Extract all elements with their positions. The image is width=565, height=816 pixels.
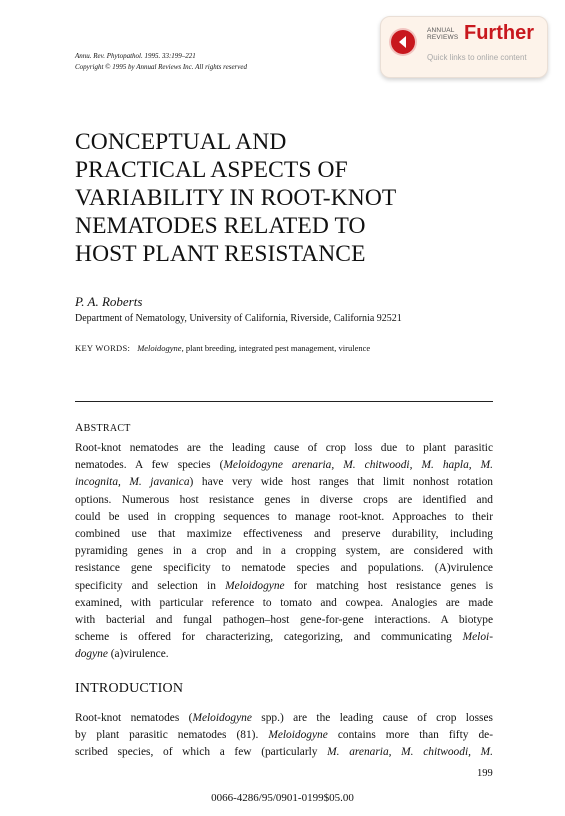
annual-reviews-wordmark: ANNUAL REVIEWS [427,27,459,41]
page-number: 199 [477,768,493,779]
text-line [75,474,493,491]
text-line [75,612,493,629]
text-run: pyramiding genes in a crop and in a cropping system, are considered with [75,545,493,558]
italic-term: Meloidogyne [192,712,252,724]
section-divider [75,401,493,402]
text-run: Root-knot nematodes are the leading cause of crop loss due to plant parasitic [75,442,493,454]
text-run: for matching host resistance genes is [284,579,494,592]
keywords-rest: , plant breeding, integrated pest management, virulence [181,343,371,353]
text-line [75,457,493,474]
text-run: with bacterial and fungal pathogen–host gene-for-gene interactions. A biotype [75,614,493,627]
italic-term: Meloi- [462,631,493,644]
text-line [75,629,493,646]
text-line [75,492,493,509]
text-run: ) have very wide host ranges that limit nonhost rotation [189,476,493,489]
text-line [75,710,493,727]
title-line: CONCEPTUAL AND [75,129,287,155]
abstract-body [75,440,493,664]
text-run: spp.) are the leading cause of crop losses [251,712,493,724]
keywords-line [75,343,370,353]
text-run: contains more than fifty de- [327,729,493,742]
text-run: options. Numerous host resistance genes in diverse crops are identified and [75,493,493,506]
article-code: 0066-4286/95/0901-0199$05.00 [211,792,354,804]
italic-term: dogyne [75,648,108,661]
further-label: Further [464,22,534,44]
article-title [75,128,495,268]
italic-term: Meloidogyne arenaria, M. chitwoodi, M. hapla, M. [223,459,493,472]
italic-term: Meloidogyne [268,729,328,742]
text-run: (a)virulence. [107,648,169,661]
text-line [75,509,493,526]
title-line: VARIABILITY IN ROOT-KNOT [75,185,397,211]
author-affiliation: Department of Nematology, University of California, Riverside, California 92521 [75,313,402,324]
text-run: resistance gene specificity to nematode species and populations. (A)virulence [75,562,493,575]
introduction-body [75,710,493,762]
text-line [75,560,493,577]
text-run: by plant parasitic nematodes (81). [75,729,269,742]
keywords-label: KEY WORDS: [75,343,131,353]
play-arrow-icon [391,30,415,54]
further-links-badge[interactable] [380,16,548,78]
quick-links-label: Quick links to online content [427,53,527,62]
citation-line-2: Copyright © 1995 by Annual Reviews Inc. All rights reserved [75,63,247,71]
text-run: specificity and selection in [75,579,226,592]
text-run: nematodes. A few species ( [75,459,224,472]
italic-term: Meloidogyne [225,579,285,592]
journal-citation [75,51,247,73]
title-line: HOST PLANT RESISTANCE [75,241,366,267]
text-line [75,440,493,457]
title-line: NEMATODES RELATED TO [75,213,366,239]
text-line [75,578,493,595]
text-line [75,543,493,560]
italic-term: M. arenaria, M. chitwoodi, M. [327,746,493,759]
text-line [75,526,493,543]
text-run: examined, with particular reference to tomato and cowpea. Analogies are made [75,596,493,609]
text-line [75,744,493,761]
text-run: could be used in cropping sequences to manage root-knot. Approaches to their [75,510,493,523]
text-run: combined use that maximize effectiveness and preserve durability, including [75,528,493,541]
title-line: PRACTICAL ASPECTS OF [75,157,348,183]
author-name: P. A. Roberts [75,294,143,309]
text-line [75,595,493,612]
abstract-heading: ABSTRACT [75,422,131,434]
text-run: scribed species, of which a few (particularly [75,746,328,759]
keywords-list [137,343,370,353]
text-run: Root-knot nematodes ( [75,712,193,724]
text-run: scheme is offered for characterizing, categorizing, and communicating [75,631,463,644]
introduction-heading: INTRODUCTION [75,681,184,696]
citation-line-1: Annu. Rev. Phytopathol. 1995. 33:199–221 [75,52,196,60]
text-line [75,646,493,663]
text-line [75,727,493,744]
keyword-genus: Meloidogyne [137,343,182,353]
italic-term: incognita, M. javanica [75,476,190,489]
